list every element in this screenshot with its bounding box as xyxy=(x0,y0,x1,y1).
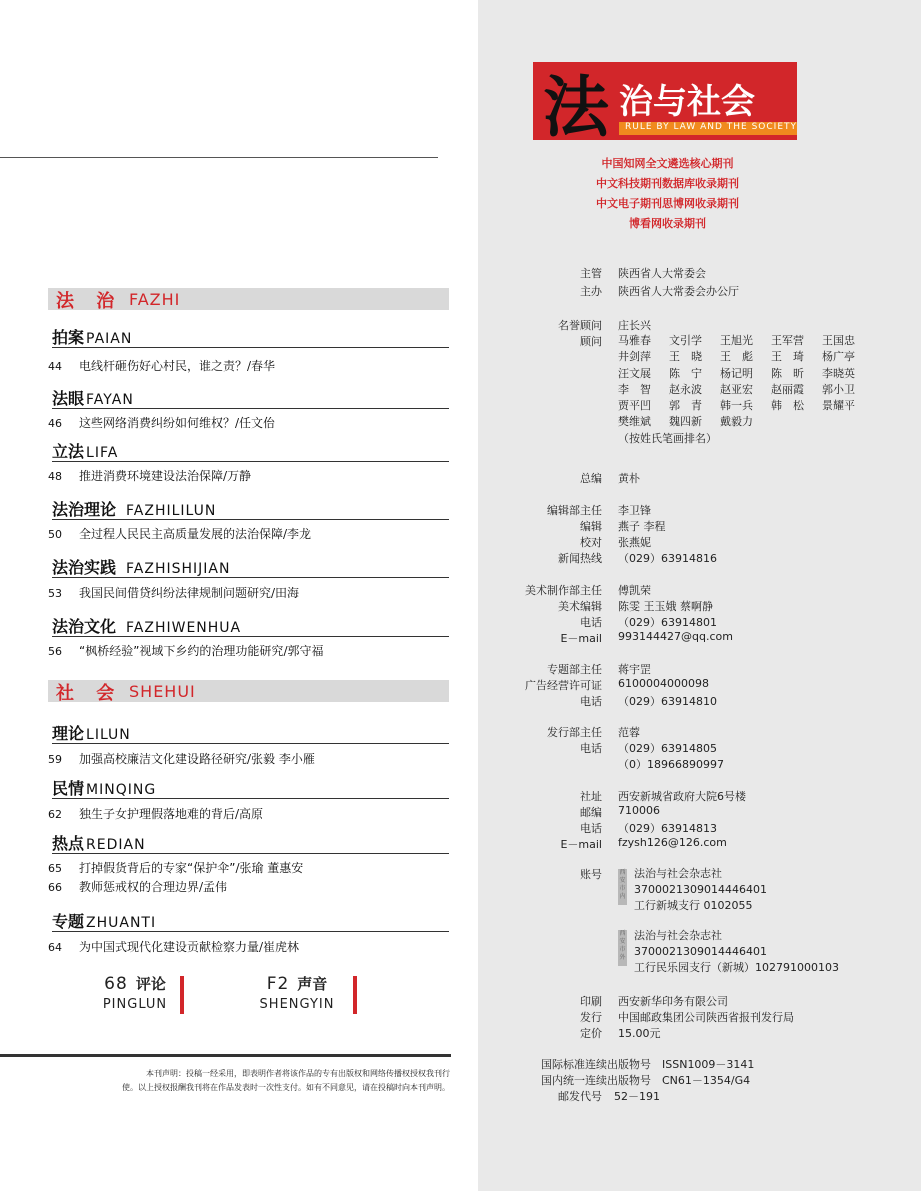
masthead-value: （029）63914805 xyxy=(618,742,717,755)
masthead-label: 新闻热线 xyxy=(558,552,602,565)
article-author: /孟伟 xyxy=(199,880,228,894)
bank-account xyxy=(634,866,767,914)
masthead-value: 710006 xyxy=(618,804,660,817)
page-number: 68 xyxy=(104,974,128,994)
article-author: /张瑜 董惠安 xyxy=(235,861,304,875)
divider xyxy=(0,1054,451,1057)
toc-entry[interactable] xyxy=(48,467,251,484)
column-title-en: PAIAN xyxy=(86,331,133,347)
advisor-note: （按姓氏笔画排名） xyxy=(618,431,717,445)
page-number: 50 xyxy=(48,528,62,541)
page-number: 56 xyxy=(48,645,62,658)
masthead-value: 庄长兴 xyxy=(618,319,651,332)
indexing-tag: 中文科技期刊数据库收录期刊 xyxy=(596,177,739,190)
advisor-name: 韩一兵 xyxy=(720,399,753,413)
indexing-tag: 中国知网全文遴选核心期刊 xyxy=(601,157,734,170)
section-title: 社 会 xyxy=(56,683,123,704)
advisor-name: 赵永波 xyxy=(669,382,702,396)
toc-entry[interactable] xyxy=(48,525,311,542)
advisor-name: 郭小卫 xyxy=(822,382,855,396)
column-title: 立法 xyxy=(52,442,85,461)
masthead-value: （0）18966890997 xyxy=(618,758,724,771)
page-number: 44 xyxy=(48,360,62,373)
article-author: /万静 xyxy=(223,469,252,483)
column-heading-fazhishijian xyxy=(52,555,449,578)
masthead-label: 电话 xyxy=(580,822,602,835)
masthead-value[interactable]: fzysh126@126.com xyxy=(618,836,727,849)
account-line: 3700021309014446401 xyxy=(634,945,767,958)
advisor-name: 郭 青 xyxy=(669,399,702,413)
masthead-label: 发行部主任 xyxy=(547,726,602,739)
account-line: 3700021309014446401 xyxy=(634,883,767,896)
account-line: 工行新城支行 0102055 xyxy=(634,899,753,912)
column-title: 拍案 xyxy=(52,328,85,347)
article-title: 打掉假货背后的专家“保护伞” xyxy=(79,861,236,875)
masthead-value[interactable]: 993144427@qq.com xyxy=(618,630,733,643)
column-title: 理论 xyxy=(52,724,85,743)
masthead-label: 国际标准连续出版物号 xyxy=(541,1058,651,1071)
page-number: 65 xyxy=(48,862,62,875)
article-title: 全过程人民民主高质量发展的法治保障 xyxy=(79,527,284,541)
toc-entry[interactable] xyxy=(48,859,303,876)
bottom-item-shengyin[interactable] xyxy=(232,973,362,1012)
advisor-name: 井剑萍 xyxy=(618,350,651,364)
article-title: “枫桥经验”视域下乡约的治理功能研究 xyxy=(79,644,284,658)
masthead-value: 西安新华印务有限公司 xyxy=(618,995,728,1008)
masthead-label: E－mail xyxy=(560,838,602,851)
column-title-en: FAZHILILUN xyxy=(126,503,217,519)
masthead-label: 总编 xyxy=(580,472,602,485)
advisor-row xyxy=(618,414,873,430)
article-title: 我国民间借贷纠纷法律规制问题研究 xyxy=(79,586,272,600)
masthead-label: 邮发代号 xyxy=(558,1090,602,1103)
masthead-value: CN61－1354/G4 xyxy=(662,1074,751,1087)
account-line: 工行民乐园支行（新城）102791000103 xyxy=(634,961,839,974)
indexing-tags xyxy=(560,154,775,234)
advisor-name: 贾平凹 xyxy=(618,399,651,413)
masthead-value: 15.00元 xyxy=(618,1027,661,1040)
toc-entry[interactable] xyxy=(48,750,315,767)
advisor-name: 王旭光 xyxy=(720,334,753,347)
article-title: 推进消费环境建设法治保障 xyxy=(79,469,224,483)
advisor-name: 马雅春 xyxy=(618,334,651,347)
notice-line: 使。以上授权报酬我刊将在作品发表时一次性支付。如有不同意见，请在投稿时向本刊声明。 xyxy=(122,1083,450,1092)
article-author: /春华 xyxy=(247,359,276,373)
column-title-en: ZHUANTI xyxy=(86,915,157,931)
column-title-en: MINQING xyxy=(86,782,157,798)
masthead-label: 名誉顾问 xyxy=(558,319,602,332)
masthead-label: 美术制作部主任 xyxy=(525,584,602,597)
section-banner-fazhi xyxy=(48,288,449,310)
indexing-tag: 中文电子期刊思博网收录期刊 xyxy=(596,197,739,210)
accent-bar xyxy=(180,976,184,1014)
masthead-value: 52－191 xyxy=(614,1090,660,1103)
logo-english: RULE BY LAW AND THE SOCIETY xyxy=(625,122,797,132)
advisor-name: 杨广亭 xyxy=(822,350,855,364)
masthead-value: 张燕妮 xyxy=(618,536,651,549)
section-title: 法 治 xyxy=(56,291,123,312)
masthead-value: 傅凯荣 xyxy=(618,584,651,597)
column-title: 民情 xyxy=(52,779,85,798)
column-heading-lilun xyxy=(52,721,449,744)
masthead-value: （029）63914813 xyxy=(618,822,717,835)
column-heading-fazhililun xyxy=(52,497,449,520)
page-number: 59 xyxy=(48,753,62,766)
article-title: 加强高校廉洁文化建设路径研究 xyxy=(79,752,248,766)
article-title: 独生子女护理假落地难的背后 xyxy=(79,807,236,821)
advisor-name: 韩 松 xyxy=(771,399,804,413)
account-line: 法治与社会杂志社 xyxy=(634,867,722,880)
advisor-name: 文引学 xyxy=(669,334,702,347)
page-number: 46 xyxy=(48,417,62,430)
column-title-en: REDIAN xyxy=(86,837,146,853)
masthead-value: 中国邮政集团公司陕西省报刊发行局 xyxy=(618,1011,794,1024)
masthead-label: 发行 xyxy=(580,1011,602,1024)
article-author: /李龙 xyxy=(283,527,312,541)
column-title: 法治理论 xyxy=(52,500,117,519)
column-heading-minqing xyxy=(52,776,449,799)
article-title: 电线杆砸伤好心村民，谁之责？ xyxy=(79,359,248,373)
advisor-name: 李晓英 xyxy=(822,366,855,380)
column-heading-paian xyxy=(52,325,449,348)
article-author: /田海 xyxy=(271,586,300,600)
masthead-label: 账号 xyxy=(580,868,602,881)
indexing-tag: 博看网收录期刊 xyxy=(629,217,706,230)
logo-stripe xyxy=(619,122,797,135)
masthead-label: 美术编辑 xyxy=(558,600,602,613)
logo-mark: 法 xyxy=(543,68,609,146)
section-title-en: FAZHI xyxy=(129,290,181,309)
masthead-value: （029）63914816 xyxy=(618,552,717,565)
column-heading-redian xyxy=(52,831,449,854)
bank-account xyxy=(634,928,839,976)
masthead-value: 黄朴 xyxy=(618,472,640,485)
advisor-row xyxy=(618,398,873,414)
masthead-label: 编辑部主任 xyxy=(547,504,602,517)
masthead-label: 专题部主任 xyxy=(547,663,602,676)
masthead-value: 6100004000098 xyxy=(618,677,709,690)
article-author: /崔虎林 xyxy=(259,940,300,954)
advisor-name: 陈 宁 xyxy=(669,366,702,380)
advisor-row xyxy=(618,366,873,382)
toc-entry[interactable] xyxy=(48,357,275,374)
column-heading-fazhiwenhua xyxy=(52,614,449,637)
magazine-logo xyxy=(533,62,797,146)
advisor-row xyxy=(618,349,873,365)
section-title-en: SHEHUI xyxy=(129,682,196,701)
masthead-value: （029）63914810 xyxy=(618,695,717,708)
article-author: /高原 xyxy=(235,807,264,821)
advisor-name: 赵丽霞 xyxy=(771,382,804,396)
masthead-label: 编辑 xyxy=(580,520,602,533)
masthead-value: 蒋宇罡 xyxy=(618,663,651,676)
masthead-value: 范蓉 xyxy=(618,726,640,739)
column-heading-lifa xyxy=(52,439,449,462)
column-title-en: FAZHIWENHUA xyxy=(126,620,242,636)
divider xyxy=(0,157,438,158)
region-stamp: 西安市外 xyxy=(618,930,627,966)
masthead-value: 燕子 李程 xyxy=(618,520,666,533)
advisor-list xyxy=(618,333,873,447)
column-title-en: FAYAN xyxy=(86,392,134,408)
advisor-name: 王军营 xyxy=(771,334,804,347)
column-title: 专题 xyxy=(52,912,85,931)
masthead-value: 李卫锋 xyxy=(618,504,651,517)
toc-entry[interactable] xyxy=(48,642,323,659)
advisor-name: 汪文展 xyxy=(618,366,651,380)
toc-entry[interactable] xyxy=(48,878,227,895)
masthead-value: （029）63914801 xyxy=(618,616,717,629)
advisor-name: 李 智 xyxy=(618,382,651,396)
masthead-label: 国内统一连续出版物号 xyxy=(541,1074,651,1087)
advisor-name: 樊维斌 xyxy=(618,415,651,429)
advisor-name: 王 晓 xyxy=(669,350,702,364)
column-title-en: SHENGYIN xyxy=(259,997,335,1012)
advisor-name: 王国忠 xyxy=(822,334,855,347)
masthead-label: 顾问 xyxy=(580,335,602,348)
section-banner-shehui xyxy=(48,680,449,702)
column-title-en: FAZHISHIJIAN xyxy=(126,561,231,577)
masthead-label: 印刷 xyxy=(580,995,602,1008)
article-title: 为中国式现代化建设贡献检察力量 xyxy=(79,940,260,954)
advisor-name: 景耀平 xyxy=(822,399,855,413)
advisor-row xyxy=(618,382,873,398)
masthead-value: ISSN1009－3141 xyxy=(662,1058,755,1071)
advisor-name: 戴毅力 xyxy=(720,415,753,429)
account-line: 法治与社会杂志社 xyxy=(634,929,722,942)
advisor-name: 王 彪 xyxy=(720,350,753,364)
region-stamp: 西安市内 xyxy=(618,869,627,905)
masthead-label: 定价 xyxy=(580,1027,602,1040)
column-title: 热点 xyxy=(52,834,85,853)
bottom-item-pinglun[interactable] xyxy=(70,973,200,1012)
article-author: /郭守福 xyxy=(283,644,324,658)
masthead-label: E－mail xyxy=(560,632,602,645)
masthead-label: 广告经营许可证 xyxy=(525,679,602,692)
page-number: 53 xyxy=(48,587,62,600)
column-title: 评论 xyxy=(135,975,166,993)
column-title-en: LIFA xyxy=(86,445,119,461)
page-number: 66 xyxy=(48,881,62,894)
toc-entry[interactable] xyxy=(48,938,299,955)
page-number: 64 xyxy=(48,941,62,954)
logo-title: 治与社会 xyxy=(619,82,755,122)
masthead-label: 电话 xyxy=(580,742,602,755)
page-number: F2 xyxy=(266,974,290,994)
article-title: 这些网络消费纠纷如何维权？ xyxy=(79,416,236,430)
advisor-name: 杨记明 xyxy=(720,366,753,380)
page-number: 48 xyxy=(48,470,62,483)
masthead-label: 主办 xyxy=(580,285,602,298)
column-title: 法眼 xyxy=(52,389,85,408)
column-title-en: LILUN xyxy=(86,727,131,743)
toc-entry[interactable] xyxy=(48,584,299,601)
article-title: 教师惩戒权的合理边界 xyxy=(79,880,200,894)
column-title: 法治文化 xyxy=(52,617,117,636)
advisor-row xyxy=(618,333,873,349)
masthead-label: 社址 xyxy=(580,790,602,803)
advisor-name: 王 琦 xyxy=(771,350,804,364)
advisor-name: 魏四新 xyxy=(669,415,702,429)
column-heading-zhuanti xyxy=(52,909,449,932)
toc-entry[interactable] xyxy=(48,805,263,822)
masthead-value: 西安新城省政府大院6号楼 xyxy=(618,790,746,803)
page-number: 62 xyxy=(48,808,62,821)
masthead-label: 校对 xyxy=(580,536,602,549)
masthead-value: 陈雯 王玉娥 蔡啊静 xyxy=(618,600,713,613)
masthead-label: 主管 xyxy=(580,267,602,280)
column-title-en: PINGLUN xyxy=(102,997,168,1012)
notice-line: 本刊声明：投稿一经采用，即表明作者将该作品的专有出版权和网络传播权授权我刊行 xyxy=(146,1069,450,1078)
masthead-value: 陕西省人大常委会 xyxy=(618,267,706,280)
column-title: 法治实践 xyxy=(52,558,117,577)
article-author: /任文佁 xyxy=(235,416,276,430)
masthead-label: 电话 xyxy=(580,616,602,629)
article-author: /张毅 李小雁 xyxy=(247,752,315,766)
masthead-value: 陕西省人大常委会办公厅 xyxy=(618,285,739,298)
advisor-name: 陈 昕 xyxy=(771,366,804,380)
toc-entry[interactable] xyxy=(48,414,275,431)
copyright-notice xyxy=(58,1067,450,1095)
masthead-label: 邮编 xyxy=(580,806,602,819)
accent-bar xyxy=(353,976,357,1014)
advisor-name: 赵亚宏 xyxy=(720,382,753,396)
column-heading-fayan xyxy=(52,386,449,409)
column-title: 声音 xyxy=(297,975,328,993)
masthead-label: 电话 xyxy=(580,695,602,708)
